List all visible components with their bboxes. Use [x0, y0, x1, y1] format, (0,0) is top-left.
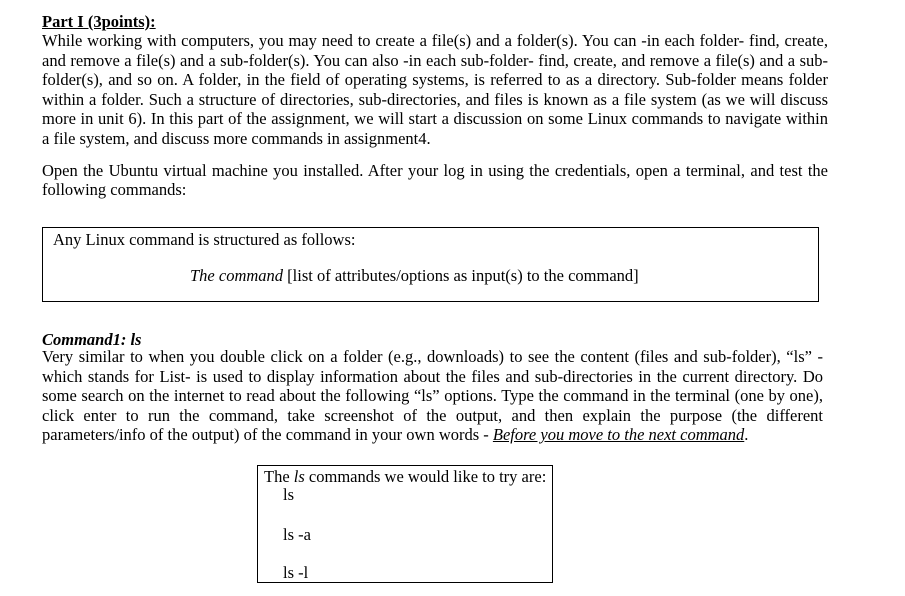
- ls-option: ls: [283, 485, 295, 504]
- instructions-paragraph: Open the Ubuntu virtual machine you installed. After your log in using the credentials, open a terminal, and test the following commands:: [42, 160, 828, 200]
- ls-commands-box: [257, 465, 553, 583]
- ls-title-pre: The: [264, 467, 294, 486]
- intro-paragraph: While working with computers, you may need to create a file(s) and a folder(s). You can -in each folder- find, create, and remove a file(s) and a sub-folder(s). You can also -in each sub-folder- find, create, and remove a file(s) and a sub-folder(s), and so on. A folder, in the field of operating systems, is referred to as a directory. Sub-folder means folder within a folder. Such a structure of directories, sub-directories, and files is known as a file system (as we will discuss more in unit 6). In this part of the assignment, we will start a discussion on some Linux commands to navigate within a file system, and discuss more commands in assignment4.: [42, 31, 828, 148]
- next-command-emphasis: Before you move to the next command: [492, 425, 745, 445]
- command1-end: .: [744, 425, 749, 445]
- ls-title-cmd: ls: [293, 467, 305, 486]
- command-structure-box: [42, 227, 819, 302]
- part-heading: Part I (3points):: [42, 12, 156, 31]
- ls-title-post: commands we would like to try are:: [304, 467, 547, 486]
- command1-paragraph: [42, 347, 823, 445]
- structure-intro: Any Linux command is structured as follows:: [53, 230, 356, 249]
- document-body: [42, 12, 828, 200]
- ls-option: ls -l: [283, 563, 309, 582]
- command1-heading: Command1: ls: [42, 330, 142, 349]
- command-word: The command: [190, 266, 284, 285]
- ls-option: ls -a: [283, 525, 311, 544]
- ls-box-title: [264, 467, 546, 487]
- command-syntax: [190, 266, 639, 286]
- command-args: [list of attributes/options as input(s) to the command]: [283, 266, 639, 285]
- command1-body: Very similar to when you double click on a folder (e.g., downloads) to see the content (files and sub-folder), “ls” - which stands for List- is used to display information about the files and sub-directories in the current directory. Do some search on the internet to read about the following “ls” options. Type the command in the terminal (one by one), click enter to run the command, take screenshot of the output, and then explain the purpose (the different parameters/info of the output) of the command in your own words -: [42, 347, 823, 445]
